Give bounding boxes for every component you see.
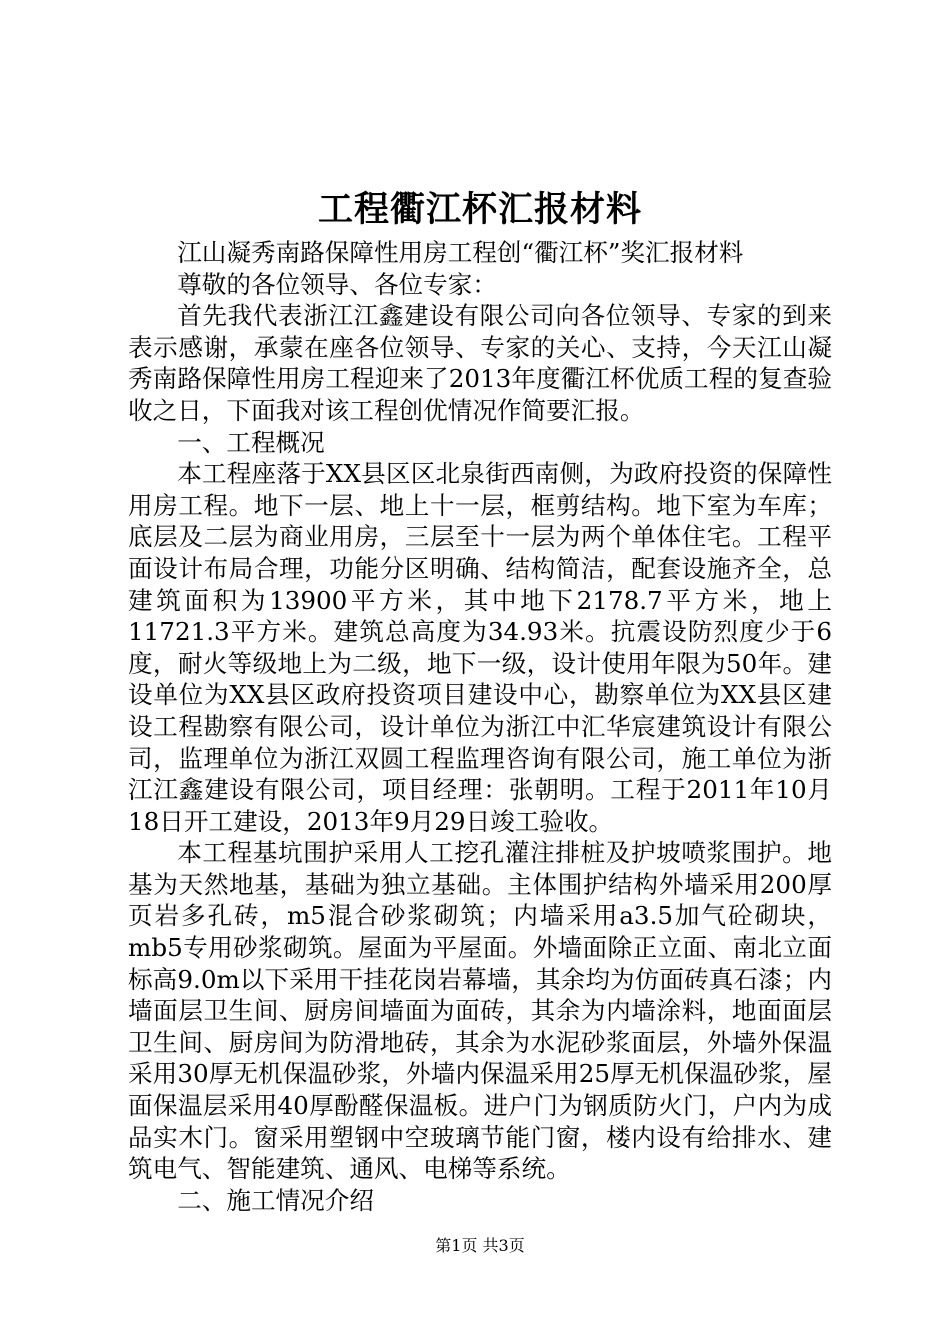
overview-paragraph: 本工程座落于XX县区区北泉街西南侧，为政府投资的保障性用房工程。地下一层、地上十一层，框剪结构。地下室为车库；底层及二层为商业用房，三层至十一层为两个单体住宅。工程平面设计布局合理，功能分区明确、结构简洁，配套设施齐全，总建筑面积为13900平方米，其中地下2178.7平方米，地上11721.3平方米。建筑总高度为34.93米。抗震设防烈度少于6度，耐火等级地上为二级，地下一级，设计使用年限为50年。建设单位为XX县区政府投资项目建设中心，勘察单位为XX县区建设工程勘察有限公司，设计单位为浙江中汇华宸建筑设计有限公司，监理单位为浙江双圆工程监理咨询有限公司，施工单位为浙江江鑫建设有限公司，项目经理：张朝明。工程于2011年10月18日开工建设，2013年9月29日竣工验收。 <box>128 459 832 836</box>
section-heading-overview: 一、工程概况 <box>177 427 325 457</box>
page-footer: 第1页 共3页 <box>435 1236 525 1255</box>
document-title: 工程衢江杯汇报材料 <box>317 189 642 230</box>
structure-paragraph: 本工程基坑围护采用人工挖孔灌注排桩及护坡喷浆围护。地基为天然地基，基础为独立基础。主体围护结构外墙采用200厚页岩多孔砖，m5混合砂浆砌筑；内墙采用a3.5加气砼砌块，mb5专用砂浆砌筑。屋面为平屋面。外墙面除正立面、南北立面标高9.0m以下采用干挂花岗岩幕墙，其余均为仿面砖真石漆；内墙面层卫生间、厨房间墙面为面砖，其余为内墙涂料，地面面层卫生间、厨房间为防滑地砖，其余为水泥砂浆面层，外墙外保温采用30厚无机保温砂浆，外墙内保温采用25厚无机保温砂浆，屋面保温层采用40厚酚醛保温板。进户门为钢质防火门，户内为成品实木门。窗采用塑钢中空玻璃节能门窗，楼内设有给排水、建筑电气、智能建筑、通风、电梯等系统。 <box>128 838 832 1184</box>
opening-paragraph: 首先我代表浙江江鑫建设有限公司向各位领导、专家的到来表示感谢，承蒙在座各位领导、专家的关心、支持，今天江山凝秀南路保障性用房工程迎来了2013年度衢江杯优质工程的复查验收之日，下面我对该工程创优情况作简要汇报。 <box>128 301 832 425</box>
report-subtitle: 江山凝秀南路保障性用房工程创“衢江杯”奖汇报材料 <box>177 238 744 267</box>
section-heading-construction: 二、施工情况介绍 <box>177 1185 374 1215</box>
salutation: 尊敬的各位领导、各位专家： <box>177 269 497 299</box>
document-body <box>128 237 832 1216</box>
